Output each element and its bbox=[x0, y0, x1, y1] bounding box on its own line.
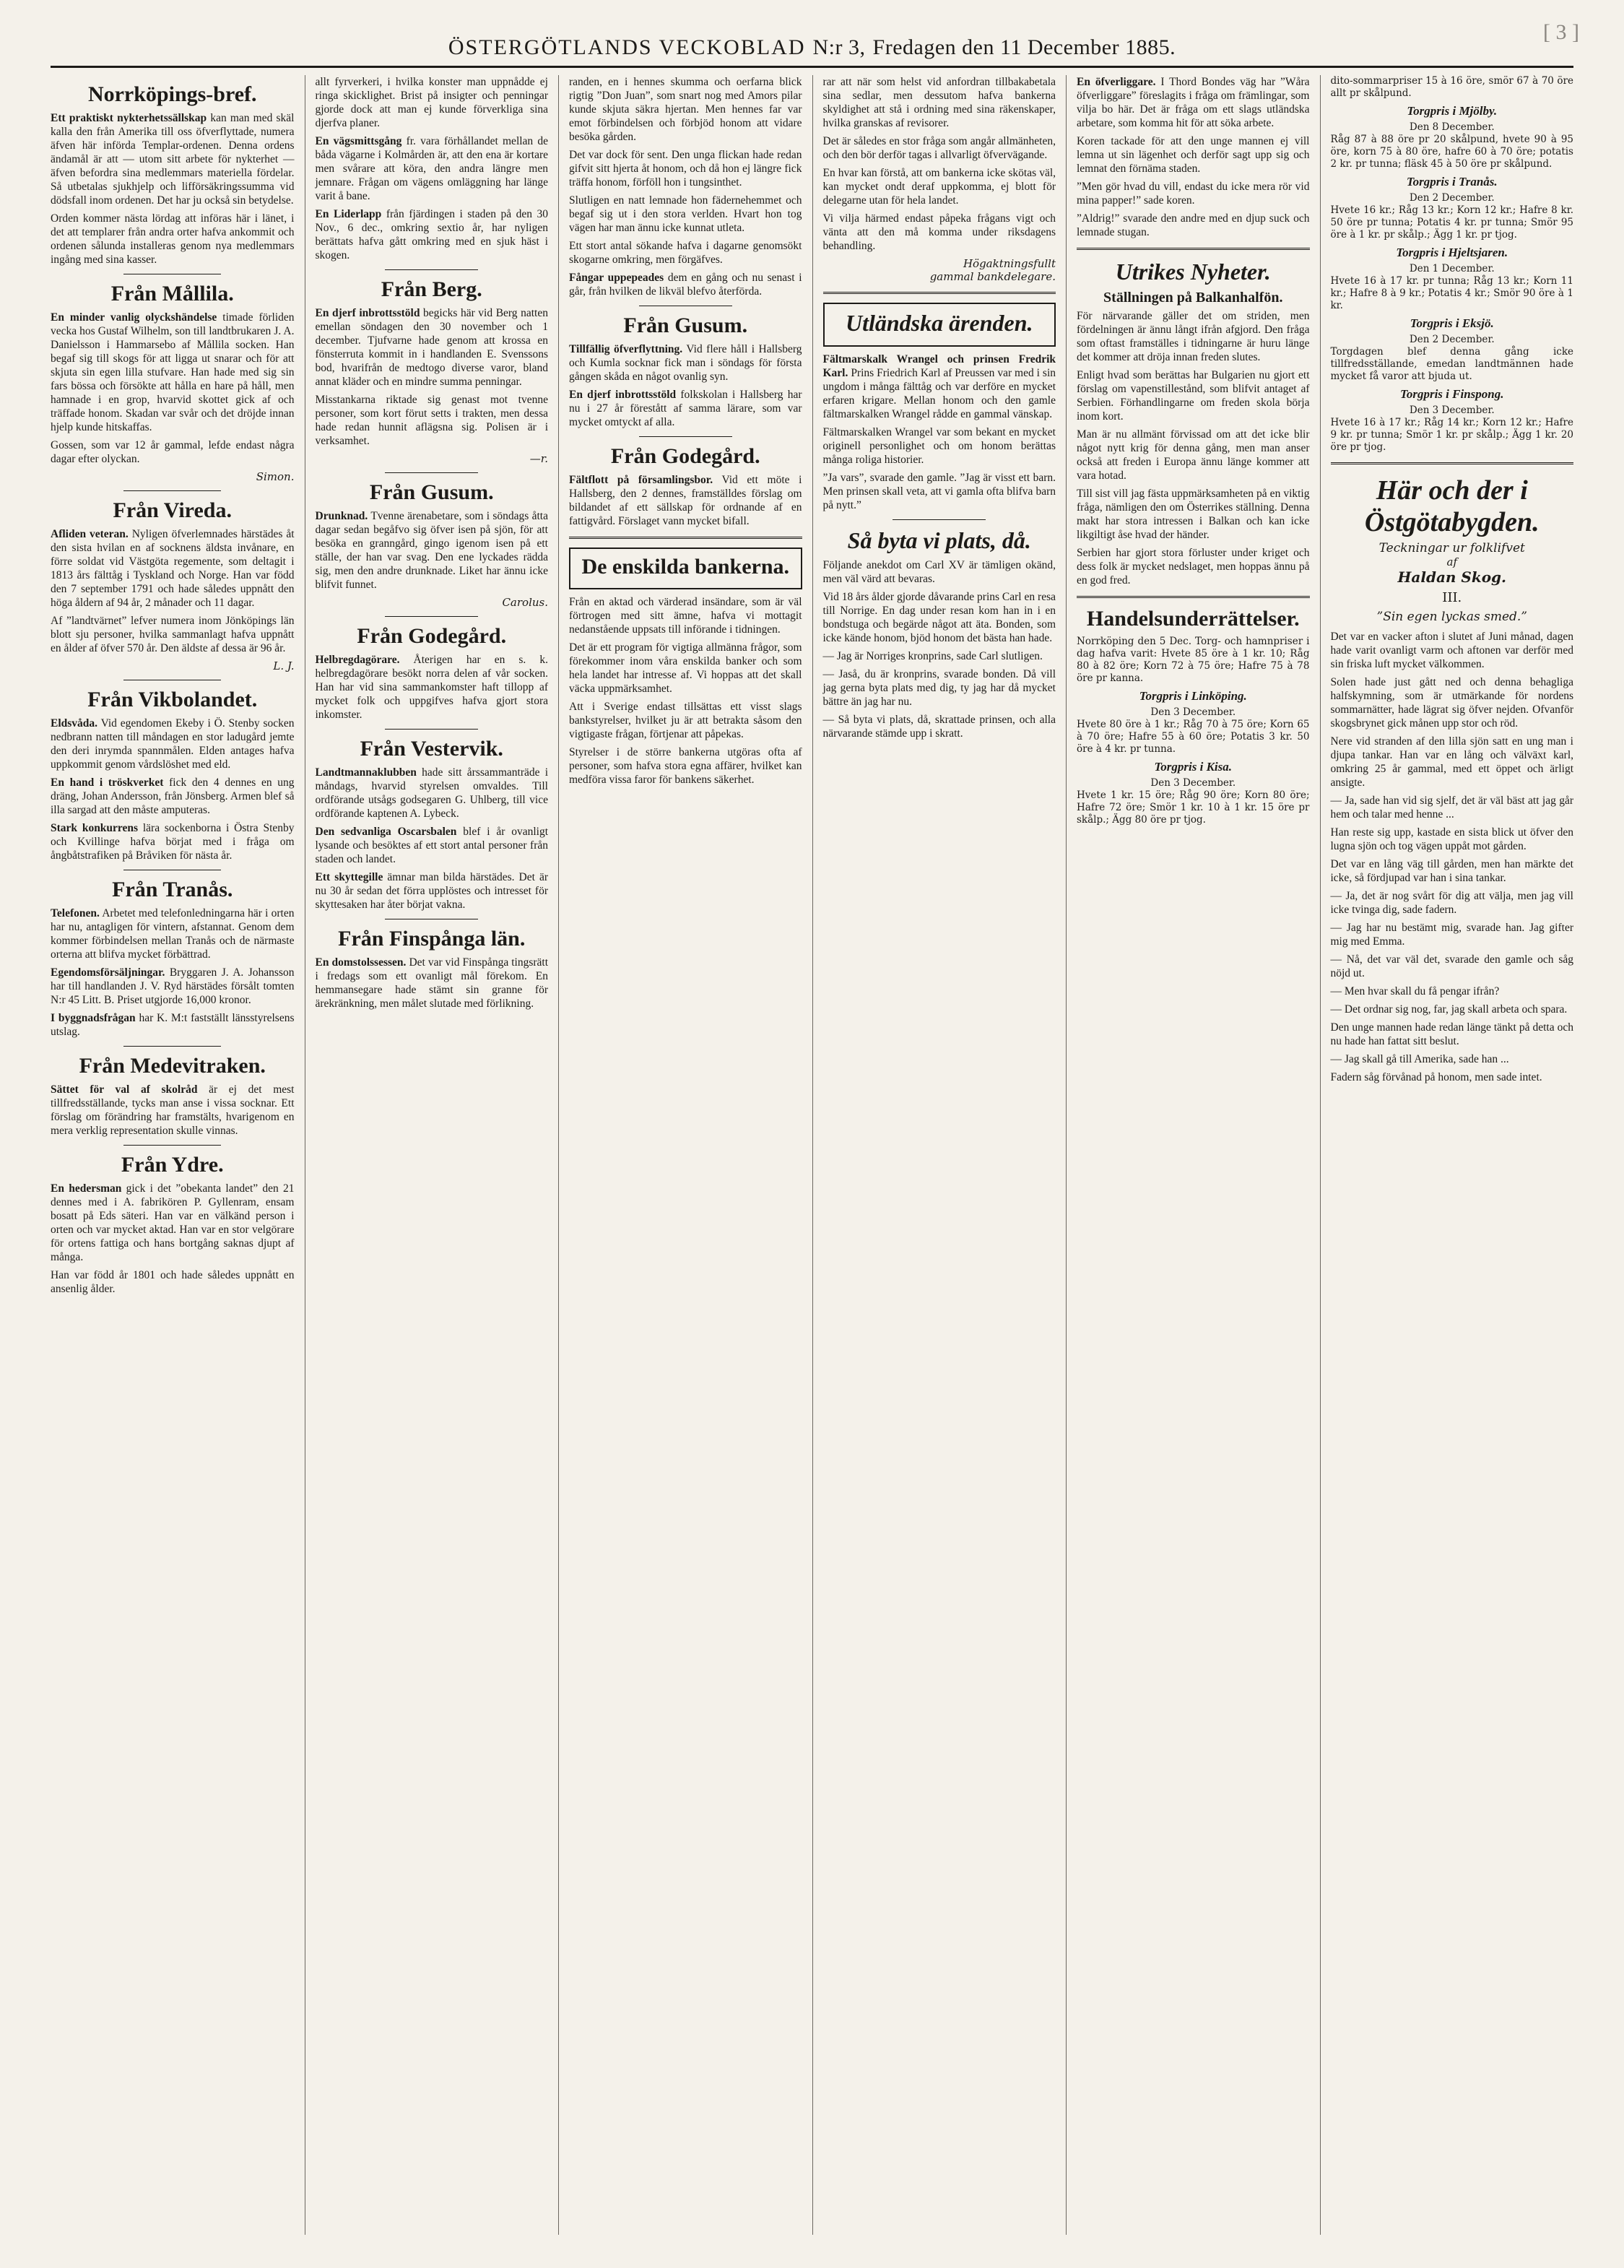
lead-in: Stark konkurrens bbox=[51, 822, 139, 834]
body-text: Det var vid Finspånga tingsrätt i fredags som ett ovanligt mål förekom. En hemmansegare hade stämt sin granne för ärekränkning, men målet slutade med förlikning. bbox=[315, 956, 549, 1010]
article-text: — Men hvar skall du få pengar ifrån? bbox=[1330, 985, 1500, 997]
headline-byta-plats: Så byta vi plats, då. bbox=[847, 527, 1031, 553]
article-text: Af ”landtvärnet” lefver numera inom Jönköpings län blott sju personer, hvilka sammanlagt hafva uppnått en ålder af öfver 570 år. Den äldste af dessa är 96 år. bbox=[51, 615, 295, 654]
article-text bbox=[316, 825, 549, 866]
article-text: — Det ordnar sig nog, far, jag skall arbeta och spara. bbox=[1330, 1003, 1568, 1016]
market-date: Den 3 December. bbox=[1150, 777, 1236, 789]
article-text bbox=[51, 1083, 295, 1138]
signature: Simon. bbox=[256, 470, 295, 483]
body-text: har K. M:t fastställt länsstyrelsens utslag. bbox=[51, 1012, 295, 1038]
article-text bbox=[569, 342, 802, 384]
section-divider bbox=[569, 537, 802, 539]
lead-in: En hedersman bbox=[51, 1182, 122, 1195]
lead-in: En öfverliggare. bbox=[1077, 76, 1156, 88]
signature: Carolus. bbox=[502, 596, 548, 609]
article-text bbox=[51, 111, 295, 207]
article-text: Koren tackade för att den unge mannen ej vill lemna ut sin lägenhet och derför sagt upp sig och lemnat den förnäma staden. bbox=[1077, 135, 1310, 175]
market-report: dito-sommarpriser 15 à 16 öre, smör 67 à 70 öre allt pr skålpund. bbox=[1330, 75, 1573, 99]
article-text: Styrelser i de större bankerna utgöras ofta af personer, som hafva stora egna affärer, hvilket kan medföra vissa faror för bankens säkerhet. bbox=[569, 746, 802, 786]
article-text bbox=[51, 717, 295, 771]
column-1 bbox=[51, 75, 305, 2235]
headline-gusum-2: Från Gusum. bbox=[623, 313, 748, 337]
article-text: ”Aldrig!” svarade den andre med en djup suck och lemnade stugan. bbox=[1077, 212, 1310, 238]
article-text: — Ja, det är nog svårt för dig att välja, men jag vill icke tvinga dig, sade fadern. bbox=[1330, 890, 1573, 916]
lead-in: Egendomsförsäljningar. bbox=[51, 966, 165, 979]
article-text: Det var en vacker afton i slutet af Juni månad, dagen hade varit ovanligt varm och aftonen var derför med sin friska luft mycket välkommen. bbox=[1330, 631, 1573, 670]
article-text: En hvar kan förstå, att om bankerna icke skötas väl, kan mycket ondt deraf uppkomma, ej blott för delegarne utan för hela landet. bbox=[822, 167, 1056, 207]
lead-in: I byggnadsfrågan bbox=[51, 1012, 136, 1024]
article-text: Det är således en stor fråga som angår allmänheten, och den bör derför tagas i allvarligt öfvervägande. bbox=[822, 135, 1056, 161]
lead-in: Eldsvåda. bbox=[51, 717, 98, 730]
lead-in: Tillfällig öfverflyttning. bbox=[569, 343, 683, 355]
article-text: — Jag är Norriges kronprins, sade Carl slutligen. bbox=[822, 650, 1043, 662]
article-text bbox=[51, 821, 295, 862]
article-text: allt fyrverkeri, i hvilka konster man uppnådde ej ringa skicklighet. Brist på insigter och penningar gjorde dock att man ej kunde förverkliga sina djerfva planer. bbox=[315, 76, 548, 129]
article-text: Det var en lång väg till gården, men han märkte det icke, så fördjupad var han i sina tankar. bbox=[1330, 858, 1573, 884]
body-text: begicks här vid Berg natten emellan söndagen den 30 november och 1 december. Tjufvarne hade genom att krossa en fönsterruta kommit in i handlanden E. Svenssons bod, hvarifrån de medtogo diverse varor, bland annat kläder och en mindre summa penningar. bbox=[315, 307, 548, 388]
divider bbox=[385, 269, 478, 270]
headline-mallila: Från Mållila. bbox=[110, 282, 234, 306]
body-text: Arbetet med telefonledningarna här i orten har nu, antagligen för vintern, afstannat. Genom dem kommer förbindelsen mellan Tranås och de närmaste orterna att blifva mycket förbättrad. bbox=[51, 907, 295, 961]
lead-in: Ett skyttegille bbox=[315, 871, 383, 883]
article-text: För närvarande gäller det om striden, men fördelningen är ännu långt ifrån afgjord. Den fråga som oftast framställes i tidningarne är huru länge det kommer att dröja innan freden slutes. bbox=[1077, 310, 1310, 363]
article-text bbox=[316, 870, 549, 912]
article-text: Det är ett program för vigtiga allmänna frågor, som förekommer inom våra enskilda banker och som hela landet har intresse af. Vi hoppas att det skall väcka uppmärksamhet. bbox=[569, 641, 802, 695]
signature: Högaktningsfullt bbox=[963, 257, 1056, 270]
lead-in: Landtmannaklubben bbox=[315, 766, 417, 779]
body-text: timade förliden vecka hos Gustaf Wilhelm, son till landtbrukaren J. A. Danielsson i Hammarsebo af Mållila socken. Han begaf sig till skogs för att ligga ut snarar och för att skjuta sin egen lilla stufvare. Han hade med sig sin fars bössa och försökte att hålla en hare på håll, men hamnade i en grop, hvarvid skottet gick af och träffade honom. Skadan var svår och det dröjde innan hjelp kunde hitskaffas. bbox=[51, 311, 295, 433]
body-text: lära sockenborna i Östra Stenby och Kvillinge hafva börjat med i fråga om ångbåtstrafiken på Bråviken för nästa år. bbox=[51, 822, 295, 862]
market-report: Hvete 16 kr.; Råg 13 kr.; Korn 12 kr.; Hafre 8 kr. 50 öre pr tunna; Potatis 4 kr. pr tunna; Smör 95 öre à 1 kr. pr skålp.; Ägg 1 kr. pr tjog. bbox=[1330, 204, 1573, 241]
lead-in: En domstolssessen. bbox=[315, 956, 407, 969]
column-4 bbox=[812, 75, 1067, 2235]
market-report: Hvete 16 à 17 kr. pr tunna; Råg 13 kr.; Korn 11 kr.; Hafre 8 à 9 kr.; Potatis 4 kr.; Smör 90 öre à 1 kr. bbox=[1330, 275, 1573, 311]
article-text: ”Ja vars”, svarade den gamle. ”Jag är visst ett barn. Men prinsen skall veta, att vi gamla ofta blifva barn på nytt.” bbox=[822, 472, 1056, 511]
market-date: Den 3 December. bbox=[1409, 404, 1495, 416]
headline-godegard: Från Godegård. bbox=[357, 624, 507, 648]
article-text bbox=[823, 352, 1056, 421]
article-text bbox=[316, 653, 549, 722]
lead-in: Ett praktiskt nykterhetssällskap bbox=[51, 112, 207, 124]
market-report: Hvete 80 öre à 1 kr.; Råg 70 à 75 öre; Korn 65 à 70 öre; Hafre 55 à 60 öre; Potatis 3 kr. 50 öre à 4 kr. pr tunna. bbox=[1077, 719, 1310, 755]
column-5 bbox=[1066, 75, 1320, 2235]
article-text bbox=[569, 271, 802, 298]
article-text bbox=[569, 473, 802, 528]
article-text bbox=[51, 1182, 295, 1264]
body-text: kan man med skäl kalla den från Amerika till oss öfverflyttade, numera äfven här införda Templar-ordenen. Denna ordens ändamål är att — utom sitt arbete för nykterhet — äfven befordra sina medlemmars materiella fördelar. Så utbetalas sjukhjelp och lifförsäkringssumma vid dödsfall inom ordenen. Det har ju också sin betydelse. bbox=[51, 112, 295, 207]
article-text: Fadern såg förvånad på honom, men sade intet. bbox=[1330, 1071, 1542, 1083]
lead-in: En vägsmittsgång bbox=[315, 135, 402, 147]
lead-in: Fältmarskalk Wrangel och prinsen Fredrik Karl. bbox=[822, 353, 1056, 379]
lead-in: Helbregdagörare. bbox=[315, 654, 400, 666]
column-3 bbox=[558, 75, 812, 2235]
article-text: rar att när som helst vid anfordran tillbakabetala sina sedlar, men dessutom hafva bankerna skyldighet att stå i ordning med sina räkenskaper, hvilka granskas af revisorer. bbox=[822, 76, 1056, 129]
headline-vikbolandet: Från Vikbolandet. bbox=[87, 688, 258, 711]
article-text: Till sist vill jag fästa uppmärksamheten på en viktig fråga, nämligen den om Österrikes ställning. Denna makt har stora intressen i Balkan och kan icke likgiltigt åse hvad der händer. bbox=[1077, 488, 1310, 541]
body-text: fr. vara förhållandet mellan de båda vägarne i Kolmården är, att den ena är kortare men svårare att köra, den andra längre men jemnare. Frågan om vägens omläggning har länge varit å bane. bbox=[315, 135, 548, 202]
signature: gammal bankdelegare. bbox=[929, 270, 1056, 283]
body-text: Tvenne ärenabetare, som i söndags åtta dagar sedan begåfvo sig öfver isen på sjön, för att besöka en granngård, gingo igenom isen på ett ställe, der han var svag. Den ene lyckades rädda sig, men den andre drunknade. Liket har ännu icke blifvit funnet. bbox=[315, 510, 548, 591]
article-text: Nere vid stranden af den lilla sjön satt en ung man i djupa tankar. Han var en lång och välväxt karl, omkring 25 år gammal, med ett öppet och ärligt ansigte. bbox=[1330, 735, 1573, 789]
lead-in: En djerf inbrottsstöld bbox=[569, 389, 677, 401]
body-text: fick den 4 dennes en ung dräng, Johan Andersson, från Jönsberg. Armen blef så illa sargad att den måste amputeras. bbox=[51, 776, 295, 816]
headline-vestervik: Från Vestervik. bbox=[360, 737, 503, 761]
article-text: Följande anekdot om Carl XV är tämligen okänd, men väl värd att bevaras. bbox=[822, 559, 1056, 585]
body-text: blef i år ovanligt lysande och besöktes af ett stort antal personer från staden och landet. bbox=[315, 826, 549, 865]
article-text: Slutligen en natt lemnade hon fädernehemmet och begaf sig ut i den stora verlden. Hvart hon tog vägen har man ännu icke kunnat utleta. bbox=[569, 194, 802, 234]
article-text: — Jaså, du är kronprins, svarade bonden. Då vill jag gerna byta plats med dig, ty jag har då mycket bättre än jag har nu. bbox=[822, 668, 1056, 708]
headline-norrkoping: Norrköpings-bref. bbox=[87, 82, 257, 106]
lead-in: Den sedvanliga Oscarsbalen bbox=[315, 826, 457, 838]
market-date: Den 2 December. bbox=[1409, 192, 1495, 204]
article-text: Han var född år 1801 och hade således uppnått en ansenlig ålder. bbox=[51, 1269, 295, 1295]
body-text: Återigen har en s. k. helbregdagörare besökt norra delen af vår socken. Han har vid sina sammankomster haft tillopp af mycket folk och uppgifves hafva gjort stora inkomster. bbox=[315, 654, 548, 721]
headline-vireda: Från Vireda. bbox=[113, 498, 232, 522]
body-text: Bryggaren J. A. Johansson har till handlanden J. V. Ryd härstädes försålt tomten N:r 45 Litt. B. Priset utgjorde 16,000 kronor. bbox=[51, 966, 295, 1006]
masthead bbox=[51, 26, 1573, 68]
headline-medevitraken: Från Medevitraken. bbox=[79, 1054, 266, 1078]
article-text: — Ja, sade han vid sig sjelf, det är väl bäst att jag går hem och talar med henne ... bbox=[1330, 795, 1573, 821]
market-title: Torgpris i Kisa. bbox=[1154, 760, 1233, 774]
article-text: — Jag har nu bestämt mig, svarade han. Jag gifter mig med Emma. bbox=[1330, 922, 1573, 948]
market-date: Den 2 December. bbox=[1409, 334, 1495, 345]
article-text bbox=[316, 766, 549, 821]
divider bbox=[385, 616, 478, 617]
headline-utrikes: Utrikes Nyheter. bbox=[1115, 259, 1271, 285]
feature-quote: ”Sin egen lyckas smed.” bbox=[1376, 610, 1527, 624]
feature-by: af bbox=[1446, 555, 1457, 568]
body-text: Vid ett möte i Hallsberg, den 2 dennes, framställdes förslag om bildandet af ett sällskap för ordnande af en fattigvård. Förslaget vann mycket bifall. bbox=[569, 474, 802, 527]
feature-part: III. bbox=[1442, 590, 1462, 605]
article-text: Vid 18 års ålder gjorde dåvarande prins Carl en resa till Norrige. En dag under resan kom han in i en bondstuga och begärde något att äta. Bonden, som icke kände honom, bjöd honom det bästa han hade. bbox=[822, 591, 1056, 644]
lead-in: Telefonen. bbox=[51, 907, 100, 919]
article-text: Enligt hvad som berättas har Bulgarien nu gjort ett förslag om vapenstillestånd, som blifvit antaget af Serbien. Förhandlingarne om freden skola börja inom kort. bbox=[1077, 369, 1310, 423]
article-text: Ett stort antal sökande hafva i dagarne genomsökt skogarne omkring, men förgäfves. bbox=[569, 240, 802, 266]
divider bbox=[893, 519, 986, 520]
issue-number: N:r 3, bbox=[812, 35, 866, 59]
divider bbox=[123, 1046, 221, 1047]
page-number: [ 3 ] bbox=[1543, 20, 1579, 44]
lead-in: En djerf inbrottsstöld bbox=[315, 307, 420, 319]
market-title: Torgpris i Finspong. bbox=[1400, 387, 1504, 401]
lead-in: Fångar uppepeades bbox=[569, 272, 664, 284]
article-text bbox=[51, 966, 295, 1007]
issue-date: Fredagen den 11 December 1885. bbox=[872, 35, 1176, 59]
body-text: är ej det mest tillfredsställande, tycks man anse i vissa socknar. Ett förslag om förändring har framstälts, hvarigenom en mera verklig representation skulle vinnas. bbox=[51, 1083, 295, 1137]
headline-finspanga: Från Finspånga län. bbox=[338, 927, 526, 951]
signature: —r. bbox=[529, 452, 548, 465]
article-text: Orden kommer nästa lördag att införas här i länet, i det att templarer från andra orter hafva ankommit och ordenen sålunda installeras genom nya medlemmars ingång med sina kasser. bbox=[51, 212, 295, 266]
article-text bbox=[316, 306, 549, 389]
body-text: hade sitt årssammanträde i måndags, hvarvid styrelsen omvaldes. Till ordförande utsågs godsegaren G. Uhlberg, till vice ordförande kaptenen A. Lybeck. bbox=[315, 766, 548, 820]
article-text: Från en aktad och värderad insändare, som är väl förtrogen med sitt ämne, hafva vi mottagit nedanstående uppsats till införande i tidningen. bbox=[569, 596, 802, 636]
body-text: Vid flere håll i Hallsberg och Kumla socknar fick man i söndags för första gången skåda en något ovanlig syn. bbox=[569, 343, 802, 383]
market-date: Den 8 December. bbox=[1409, 121, 1495, 133]
market-report: Råg 87 à 88 öre pr 20 skålpund, hvete 90 à 95 öre, korn 75 à 80 öre, hafre 60 à 70 öre; potatis 2 kr. pr tunna; fläsk 45 à 50 öre pr skålpund. bbox=[1330, 134, 1573, 170]
article-text: Man är nu allmänt förvissad om att det icke blir något nytt krig för denna gång, men man anser också att freden i Europa ännu länge kommer att vara hotad. bbox=[1077, 428, 1310, 482]
article-text bbox=[51, 527, 295, 610]
lead-in: En minder vanlig olyckshändelse bbox=[51, 311, 217, 324]
market-title: Torgpris i Linköping. bbox=[1139, 689, 1247, 703]
body-text: I Thord Bondes väg har ”Wåra öfverliggare” föreslagits i fråga om främlingar, som vilja bo här. Det är fråga om ett slags utländska arbetare, som komma hit för att söka arbete. bbox=[1077, 76, 1310, 129]
article-text: — Så byta vi plats, då, skrattade prinsen, och alla närvarande stämde upp i skratt. bbox=[822, 714, 1056, 740]
market-title: Torgpris i Mjölby. bbox=[1407, 104, 1498, 118]
column-6 bbox=[1320, 75, 1574, 2235]
headline-berg: Från Berg. bbox=[381, 277, 482, 301]
body-text: från fjärdingen i staden på den 30 Nov., 6 dec., omkring sextio år, har nyligen berättats hafva gått omkring med en sjuk häst i skogen. bbox=[315, 208, 549, 261]
page-columns bbox=[51, 75, 1573, 2235]
article-text bbox=[316, 134, 549, 203]
section-divider bbox=[1077, 248, 1310, 250]
headline-godegard-2: Från Godegård. bbox=[610, 444, 760, 468]
article-text bbox=[316, 956, 549, 1010]
lead-in: Sättet för val af skolråd bbox=[51, 1083, 198, 1096]
market-title: Torgpris i Tranås. bbox=[1406, 175, 1498, 189]
body-text: Nyligen öfverlemnades härstädes åt den sista hvilan en af socknens äldsta invånare, en förre soldat vid Västgöta regemente, som deltagit i 1813 års fälttåg i Tyskland och Norge. Han var född den 7 september 1791 och hade således uppnått den höga åldern af 94 år, 2 månader och 11 dagar. bbox=[51, 528, 295, 609]
market-date: Den 3 December. bbox=[1150, 706, 1236, 718]
banks-box bbox=[569, 547, 802, 589]
divider bbox=[385, 472, 478, 473]
body-text: ämnar man bilda härstädes. Det är nu 30 år sedan det förra upplöstes och intresset för skyttesaken har åter börjat vakna. bbox=[315, 871, 548, 911]
market-report: Norrköping den 5 Dec. Torg- och hamnpriser i dag hafva varit: Hvete 85 öre à 1 kr. 10; Råg 80 à 82 öre; Korn 72 à 75 öre; Hafre 75 à 78 öre pr kanna. bbox=[1077, 636, 1310, 684]
article-text: Den unge mannen hade redan länge tänkt på detta och nu hade han fattat sitt beslut. bbox=[1330, 1021, 1573, 1047]
article-text: Serbien har gjort stora förluster under kriget och dess folk är mycket nedslaget, men hoppas ännu på en god fred. bbox=[1077, 547, 1310, 587]
lead-in: En hand i tröskverket bbox=[51, 776, 164, 789]
divider bbox=[385, 729, 478, 730]
foreign-box bbox=[823, 303, 1056, 347]
market-report: Hvete 1 kr. 15 öre; Råg 90 öre; Korn 80 öre; Hafre 72 öre; Smör 1 kr. 10 à 1 kr. 15 öre pr skålp.; Ägg 80 öre pr tjog. bbox=[1077, 789, 1310, 826]
market-title: Torgpris i Eksjö. bbox=[1410, 316, 1494, 330]
section-divider bbox=[1077, 596, 1310, 598]
section-divider bbox=[823, 292, 1056, 294]
feature-subtitle: Teckningar ur folklifvet bbox=[1378, 541, 1525, 555]
article-text: randen, en i hennes skumma och oerfarna blick rigtig ”Don Juan”, som snart nog med Amors pilar kunde skjuta säkra hjertan. Men hennes far var emot förbindelsen och förbjöd honom att vidare besöka gården. bbox=[569, 76, 802, 143]
article-text bbox=[51, 906, 295, 961]
market-report: Torgdagen blef denna gång icke tillfredsställande, emedan landtmännen hade mycket få varor att bjuda ut. bbox=[1330, 346, 1573, 382]
headline-banks: De enskilda bankerna. bbox=[581, 555, 790, 579]
article-text: — Jag skall gå till Amerika, sade han ... bbox=[1330, 1053, 1509, 1065]
feature-author: Haldan Skog. bbox=[1397, 568, 1506, 586]
market-title: Torgpris i Hjeltsjaren. bbox=[1396, 246, 1508, 259]
article-text bbox=[51, 776, 295, 817]
newspaper-title: ÖSTERGÖTLANDS VECKOBLAD bbox=[448, 35, 806, 59]
article-text: Fältmarskalken Wrangel var som bekant en mycket originell personlighet och om honom berättas många roliga historier. bbox=[822, 426, 1056, 466]
article-text: Solen hade just gått ned och denna behagliga halfskymning, som är utmärkande för nordens sommarnätter, hade lägrat sig öfver nejden. Ofvanför skogsbrynet gick månen upp stor och röd. bbox=[1330, 676, 1573, 730]
article-text: — Nå, det var väl det, svarade den gamle och såg nöjd ut. bbox=[1330, 953, 1573, 979]
article-text: Gossen, som var 12 år gammal, lefde endast några dagar efter olyckan. bbox=[51, 439, 295, 465]
article-text bbox=[316, 509, 549, 592]
headline-ydre: Från Ydre. bbox=[121, 1153, 224, 1177]
article-text bbox=[51, 311, 295, 434]
lead-in: Drunknad. bbox=[315, 510, 368, 522]
article-text bbox=[51, 1011, 295, 1039]
divider bbox=[123, 1145, 221, 1146]
lead-in: Fältflott på församlingsbor. bbox=[569, 474, 713, 486]
body-text: Vid egendomen Ekeby i Ö. Stenby socken nedbrann natten till måndagen en stor ladugård jemte den deri inrymda spannmålen. Elden antages hafva uppkommit genom vårdslöshet med eld. bbox=[51, 717, 295, 771]
lead-in: Afliden veteran. bbox=[51, 528, 129, 540]
headline-handel: Handelsunderrättelser. bbox=[1086, 607, 1300, 631]
article-text: Det var dock för sent. Den unga flickan hade redan gifvit sitt hjerta åt honom, och då hon ej längre fick träffa honom, förföll hon i tungsinthet. bbox=[569, 149, 802, 189]
market-date: Den 1 December. bbox=[1409, 263, 1495, 274]
lead-in: En Liderlapp bbox=[315, 208, 382, 220]
article-text bbox=[1077, 75, 1310, 130]
divider bbox=[123, 490, 221, 491]
article-text: Att i Sverige endast tillsättas ett visst slags bankstyrelser, hvilket ju är att betrakta såsom den vigtigaste frågan, förtjenar att påpekas. bbox=[569, 701, 802, 740]
article-text bbox=[569, 388, 802, 429]
headline-tranas: Från Tranås. bbox=[112, 878, 233, 901]
subhead-balkan: Ställningen på Balkanhalfön. bbox=[1103, 290, 1283, 306]
section-divider bbox=[1331, 462, 1574, 464]
signature: L. J. bbox=[273, 659, 295, 672]
article-text bbox=[316, 207, 549, 262]
body-text: Prins Friedrich Karl af Preussen var med i sin ungdom i många fälttåg och var derföre en mycket erfaren krigare. Mellan honom och den gamle fältmarskalken Wrangel rådde en gammal vänskap. bbox=[822, 367, 1056, 420]
article-text: Misstankarna riktade sig genast mot tvenne personer, som kort förut setts i trakten, men dessa hade redan hunnit aflägsna sig. Polisen är i verksamhet. bbox=[315, 394, 548, 447]
article-text: Han reste sig upp, kastade en sista blick ut öfver den lugna sjön och tog vägen uppåt mot gården. bbox=[1330, 826, 1573, 852]
article-text: ”Men gör hvad du vill, endast du icke mera rör vid mina papper!” sade koren. bbox=[1077, 181, 1310, 207]
headline-foreign: Utländska ärenden. bbox=[845, 310, 1033, 336]
headline-gusum: Från Gusum. bbox=[369, 480, 494, 504]
divider bbox=[639, 436, 732, 437]
column-2 bbox=[305, 75, 559, 2235]
body-text: gick i det ”obekanta landet” den 21 dennes med i A. fabrikören P. Gyllenram, ensam bosatt på Eds säteri. Han var en välkänd person i orten och var mycket aktad. Han var en stor velgörare för ortens fattiga och hans bortgång saknas djupt af många. bbox=[51, 1182, 295, 1263]
article-text: Vi vilja härmed endast påpeka frågans vigt och vänta att den må komma under riksdagens behandling. bbox=[822, 212, 1056, 252]
feature-title: Här och der i Östgötabygden. bbox=[1364, 475, 1540, 537]
body-text: folkskolan i Hallsberg har nu i 27 år förestått af samma lärare, som var mycket omtyckt af alla. bbox=[569, 389, 802, 428]
body-text: dem en gång och nu senast i går, från hvilken de likväl blefvo återförda. bbox=[569, 272, 802, 298]
market-report: Hvete 16 à 17 kr.; Råg 14 kr.; Korn 12 kr.; Hafre 9 kr. pr tunna; Smör 1 kr. pr skålp.; Ägg 1 kr. 20 öre pr tjog. bbox=[1330, 417, 1573, 453]
